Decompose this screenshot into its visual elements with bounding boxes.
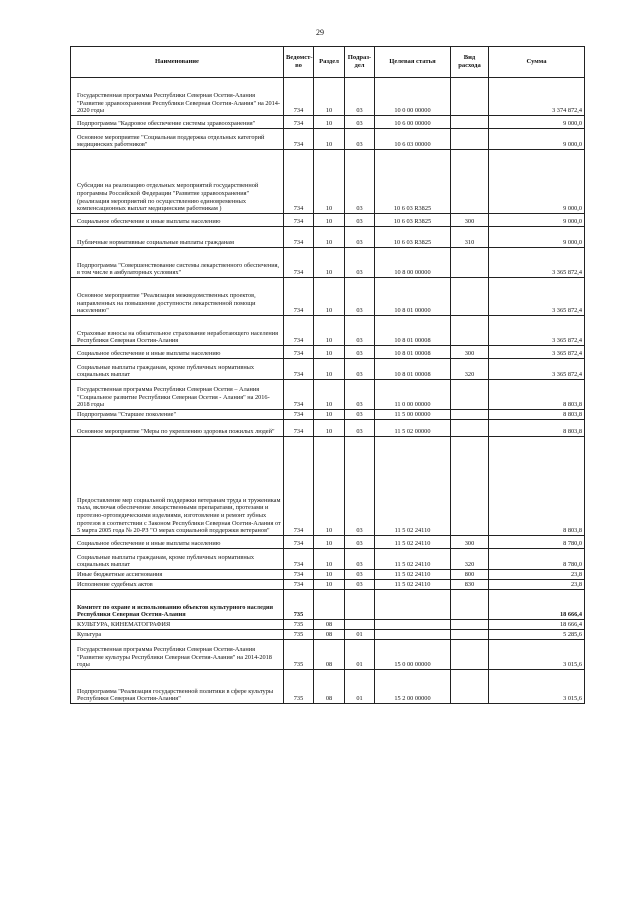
cell-sum: 9 000,0 [489, 129, 585, 150]
header-section: Раздел [314, 47, 345, 78]
cell-target: 10 8 00 00000 [375, 248, 451, 278]
cell-target: 10 6 03 00000 [375, 129, 451, 150]
cell-dept: 734 [284, 150, 314, 214]
cell-sec: 10 [314, 116, 345, 129]
cell-sum: 3 365 872,4 [489, 278, 585, 316]
cell-dept: 734 [284, 570, 314, 580]
cell-type [451, 630, 489, 640]
cell-type [451, 278, 489, 316]
cell-target: 11 5 02 24110 [375, 549, 451, 570]
cell-sec [314, 590, 345, 620]
cell-name: Страховые взносы на обязательное страхование неработающего населения Республики Северная Осетия-Алания [71, 316, 284, 346]
cell-dept: 735 [284, 640, 314, 670]
header-subsection: Подраз-дел [345, 47, 375, 78]
cell-sum: 9 000,0 [489, 116, 585, 129]
cell-sub: 03 [345, 410, 375, 420]
table-row [71, 359, 585, 380]
cell-sec: 08 [314, 670, 345, 704]
cell-sub: 03 [345, 346, 375, 359]
cell-target: 11 0 00 00000 [375, 380, 451, 410]
cell-name: Подпрограмма "Реализация государственной политики в сфере культуры Республики Северная Осетия-Алания" [71, 670, 284, 704]
cell-sum: 3 365 872,4 [489, 359, 585, 380]
table-row [71, 630, 585, 640]
cell-dept: 734 [284, 536, 314, 549]
cell-type [451, 437, 489, 536]
cell-sum: 3 365 872,4 [489, 248, 585, 278]
cell-sub: 03 [345, 129, 375, 150]
cell-name: Подпрограмма "Кадровое обеспечение системы здравоохранения" [71, 116, 284, 129]
cell-name: Публичные нормативные социальные выплаты гражданам [71, 227, 284, 248]
cell-sub: 03 [345, 437, 375, 536]
table-row [71, 346, 585, 359]
cell-target: 10 6 03 R3825 [375, 227, 451, 248]
cell-name: Иные бюджетные ассигнования [71, 570, 284, 580]
cell-type: 310 [451, 227, 489, 248]
header-target: Целевая статья [375, 47, 451, 78]
table-row [71, 620, 585, 630]
cell-type [451, 420, 489, 437]
cell-name: Основное мероприятие "Социальная поддержка отдельных категорий медицинских работников" [71, 129, 284, 150]
cell-sum: 18 666,4 [489, 620, 585, 630]
table-row [71, 248, 585, 278]
cell-dept: 734 [284, 227, 314, 248]
table-row [71, 116, 585, 129]
cell-sum: 23,8 [489, 580, 585, 590]
cell-sub: 03 [345, 380, 375, 410]
cell-sub: 03 [345, 214, 375, 227]
cell-dept: 734 [284, 410, 314, 420]
cell-sum: 8 780,0 [489, 536, 585, 549]
cell-dept: 735 [284, 620, 314, 630]
cell-sec: 10 [314, 570, 345, 580]
cell-type [451, 410, 489, 420]
cell-dept: 734 [284, 549, 314, 570]
cell-type [451, 248, 489, 278]
cell-sub: 03 [345, 536, 375, 549]
cell-dept: 735 [284, 590, 314, 620]
table-row [71, 316, 585, 346]
cell-sec: 10 [314, 580, 345, 590]
table-row [71, 150, 585, 214]
cell-target: 11 5 02 24110 [375, 580, 451, 590]
cell-sub: 03 [345, 227, 375, 248]
cell-sub: 03 [345, 116, 375, 129]
cell-dept: 734 [284, 437, 314, 536]
table-row [71, 640, 585, 670]
cell-sub: 03 [345, 78, 375, 116]
header-dept: Ведомст-во [284, 47, 314, 78]
cell-dept: 735 [284, 630, 314, 640]
cell-sum: 3 374 872,4 [489, 78, 585, 116]
cell-sum: 3 365 872,4 [489, 346, 585, 359]
cell-name: Государственная программа Республики Северная Осетия-Алания "Развитие культуры Республики Северная Осетия-Алания" на 2014-2018 годы [71, 640, 284, 670]
cell-name: Предоставление мер социальной поддержки ветеранам труда и труженикам тыла, включая обеспечение лекарственными препаратами, протезами и протезно-ортопедическими изделиями, изготовление и ремонт зубных протезов в соответствии с Законом Республики Северная Осетия-Алания от 5 марта 2005 года № 20-РЗ "О мерах социальной поддержки ветеранов" [71, 437, 284, 536]
cell-name: Государственная программа Республики Северная Осетия-Алания "Развитие здравоохранения Республики Северная Осетия-Алания" на 2014-2020 годы [71, 78, 284, 116]
cell-type [451, 150, 489, 214]
cell-target: 15 2 00 00000 [375, 670, 451, 704]
cell-target [375, 590, 451, 620]
cell-name: Культура [71, 630, 284, 640]
cell-dept: 734 [284, 278, 314, 316]
cell-type [451, 640, 489, 670]
cell-sub: 03 [345, 420, 375, 437]
table-row [71, 227, 585, 248]
cell-type [451, 78, 489, 116]
cell-sum: 3 015,6 [489, 640, 585, 670]
cell-name: Подпрограмма "Совершенствование системы лекарственного обеспечения, в том числе в амбулаторных условиях" [71, 248, 284, 278]
cell-name: Комитет по охране и использованию объектов культурного наследия Республики Северная Осетия-Алания [71, 590, 284, 620]
cell-sec: 08 [314, 640, 345, 670]
cell-target: 10 0 00 00000 [375, 78, 451, 116]
cell-sec: 10 [314, 549, 345, 570]
cell-target: 15 0 00 00000 [375, 640, 451, 670]
cell-sub: 03 [345, 359, 375, 380]
cell-name: Субсидии на реализацию отдельных мероприятий государственной программы Российской Федерации "Развитие здравоохранения" (реализация мероприятий по осуществлению единовременных компенсационных выплат медицинским работникам ) [71, 150, 284, 214]
table-row [71, 410, 585, 420]
cell-name: Социальные выплаты гражданам, кроме публичных нормативных социальных выплат [71, 359, 284, 380]
cell-name: КУЛЬТУРА, КИНЕМАТОГРАФИЯ [71, 620, 284, 630]
cell-sec: 10 [314, 410, 345, 420]
cell-dept: 734 [284, 214, 314, 227]
cell-name: Подпрограмма "Старшее поколение" [71, 410, 284, 420]
cell-sum: 9 000,0 [489, 227, 585, 248]
cell-sum: 8 803,8 [489, 437, 585, 536]
cell-sub: 03 [345, 580, 375, 590]
table-row [71, 570, 585, 580]
cell-dept: 734 [284, 78, 314, 116]
cell-sec: 10 [314, 278, 345, 316]
header-expense-type: Вид расхода [451, 47, 489, 78]
cell-target: 11 5 02 00000 [375, 420, 451, 437]
header-sum: Сумма [489, 47, 585, 78]
cell-name: Социальное обеспечение и иные выплаты населению [71, 346, 284, 359]
cell-sum: 8 803,8 [489, 380, 585, 410]
table-row [71, 536, 585, 549]
cell-sum: 9 000,0 [489, 214, 585, 227]
cell-sum: 3 015,6 [489, 670, 585, 704]
cell-type [451, 380, 489, 410]
cell-sub: 03 [345, 278, 375, 316]
cell-dept: 734 [284, 359, 314, 380]
cell-sub: 01 [345, 670, 375, 704]
cell-sub: 03 [345, 549, 375, 570]
table-row [71, 549, 585, 570]
cell-sec: 10 [314, 380, 345, 410]
cell-dept: 734 [284, 380, 314, 410]
budget-table [70, 46, 585, 704]
cell-sub [345, 620, 375, 630]
cell-target: 10 6 03 R3825 [375, 214, 451, 227]
cell-type: 830 [451, 580, 489, 590]
cell-type: 320 [451, 359, 489, 380]
cell-sec: 10 [314, 129, 345, 150]
cell-type [451, 129, 489, 150]
table-row [71, 437, 585, 536]
cell-type: 800 [451, 570, 489, 580]
cell-target: 10 8 01 00000 [375, 278, 451, 316]
cell-name: Основное мероприятие "Реализация межведомственных проектов, направленных на повышение доступности лекарственной помощи населению" [71, 278, 284, 316]
cell-target [375, 630, 451, 640]
cell-target: 10 8 01 00008 [375, 316, 451, 346]
cell-sec: 10 [314, 227, 345, 248]
table-row [71, 420, 585, 437]
cell-sum: 5 285,6 [489, 630, 585, 640]
cell-dept: 734 [284, 346, 314, 359]
cell-target: 10 8 01 00008 [375, 346, 451, 359]
cell-sec: 10 [314, 214, 345, 227]
cell-dept: 734 [284, 116, 314, 129]
cell-sec: 10 [314, 420, 345, 437]
cell-sec: 10 [314, 316, 345, 346]
cell-sub: 03 [345, 316, 375, 346]
cell-type [451, 116, 489, 129]
cell-sub: 03 [345, 248, 375, 278]
cell-type [451, 590, 489, 620]
cell-name: Социальные выплаты гражданам, кроме публичных нормативных социальных выплат [71, 549, 284, 570]
cell-sec: 10 [314, 359, 345, 380]
cell-name: Исполнение судебных актов [71, 580, 284, 590]
header-name: Наименование [71, 47, 284, 78]
table-row [71, 214, 585, 227]
cell-sec: 10 [314, 150, 345, 214]
cell-target: 10 6 03 R3825 [375, 150, 451, 214]
cell-type [451, 620, 489, 630]
cell-name: Основное мероприятие "Меры по укреплению здоровья пожилых людей" [71, 420, 284, 437]
cell-sum: 3 365 872,4 [489, 316, 585, 346]
cell-sec: 10 [314, 248, 345, 278]
cell-sub: 01 [345, 640, 375, 670]
cell-sum: 8 803,8 [489, 410, 585, 420]
cell-sub: 03 [345, 570, 375, 580]
table-row [71, 580, 585, 590]
cell-name: Государственная программа Республики Северная Осетия – Алания "Социальное развитие Республики Северная Осетия - Алания" на 2016-2018 годы [71, 380, 284, 410]
table-header-row [71, 47, 585, 78]
cell-sec: 10 [314, 437, 345, 536]
cell-sec: 08 [314, 630, 345, 640]
cell-sub [345, 590, 375, 620]
cell-target: 10 8 01 00008 [375, 359, 451, 380]
cell-type: 300 [451, 214, 489, 227]
cell-sec: 08 [314, 620, 345, 630]
cell-sum: 18 666,4 [489, 590, 585, 620]
table-row [71, 278, 585, 316]
cell-name: Социальное обеспечение и иные выплаты населению [71, 536, 284, 549]
cell-dept: 734 [284, 248, 314, 278]
cell-sub: 01 [345, 630, 375, 640]
cell-type: 300 [451, 346, 489, 359]
cell-dept: 734 [284, 129, 314, 150]
cell-dept: 734 [284, 316, 314, 346]
cell-dept: 735 [284, 670, 314, 704]
cell-target: 11 5 02 24110 [375, 437, 451, 536]
cell-target [375, 620, 451, 630]
cell-sum: 8 780,0 [489, 549, 585, 570]
cell-type [451, 316, 489, 346]
table-row [71, 590, 585, 620]
table-row [71, 670, 585, 704]
cell-target: 11 5 02 24110 [375, 536, 451, 549]
cell-target: 11 5 02 24110 [375, 570, 451, 580]
cell-type: 300 [451, 536, 489, 549]
cell-sum: 9 000,0 [489, 150, 585, 214]
table-row [71, 129, 585, 150]
cell-type [451, 670, 489, 704]
cell-dept: 734 [284, 420, 314, 437]
cell-sum: 8 803,8 [489, 420, 585, 437]
cell-target: 11 5 00 00000 [375, 410, 451, 420]
cell-sec: 10 [314, 78, 345, 116]
cell-sum: 23,8 [489, 570, 585, 580]
cell-name: Социальное обеспечение и иные выплаты населению [71, 214, 284, 227]
cell-type: 320 [451, 549, 489, 570]
cell-sec: 10 [314, 346, 345, 359]
cell-dept: 734 [284, 580, 314, 590]
table-row [71, 380, 585, 410]
cell-sec: 10 [314, 536, 345, 549]
page-number: 29 [316, 28, 324, 37]
cell-sub: 03 [345, 150, 375, 214]
table-row [71, 78, 585, 116]
cell-target: 10 6 00 00000 [375, 116, 451, 129]
